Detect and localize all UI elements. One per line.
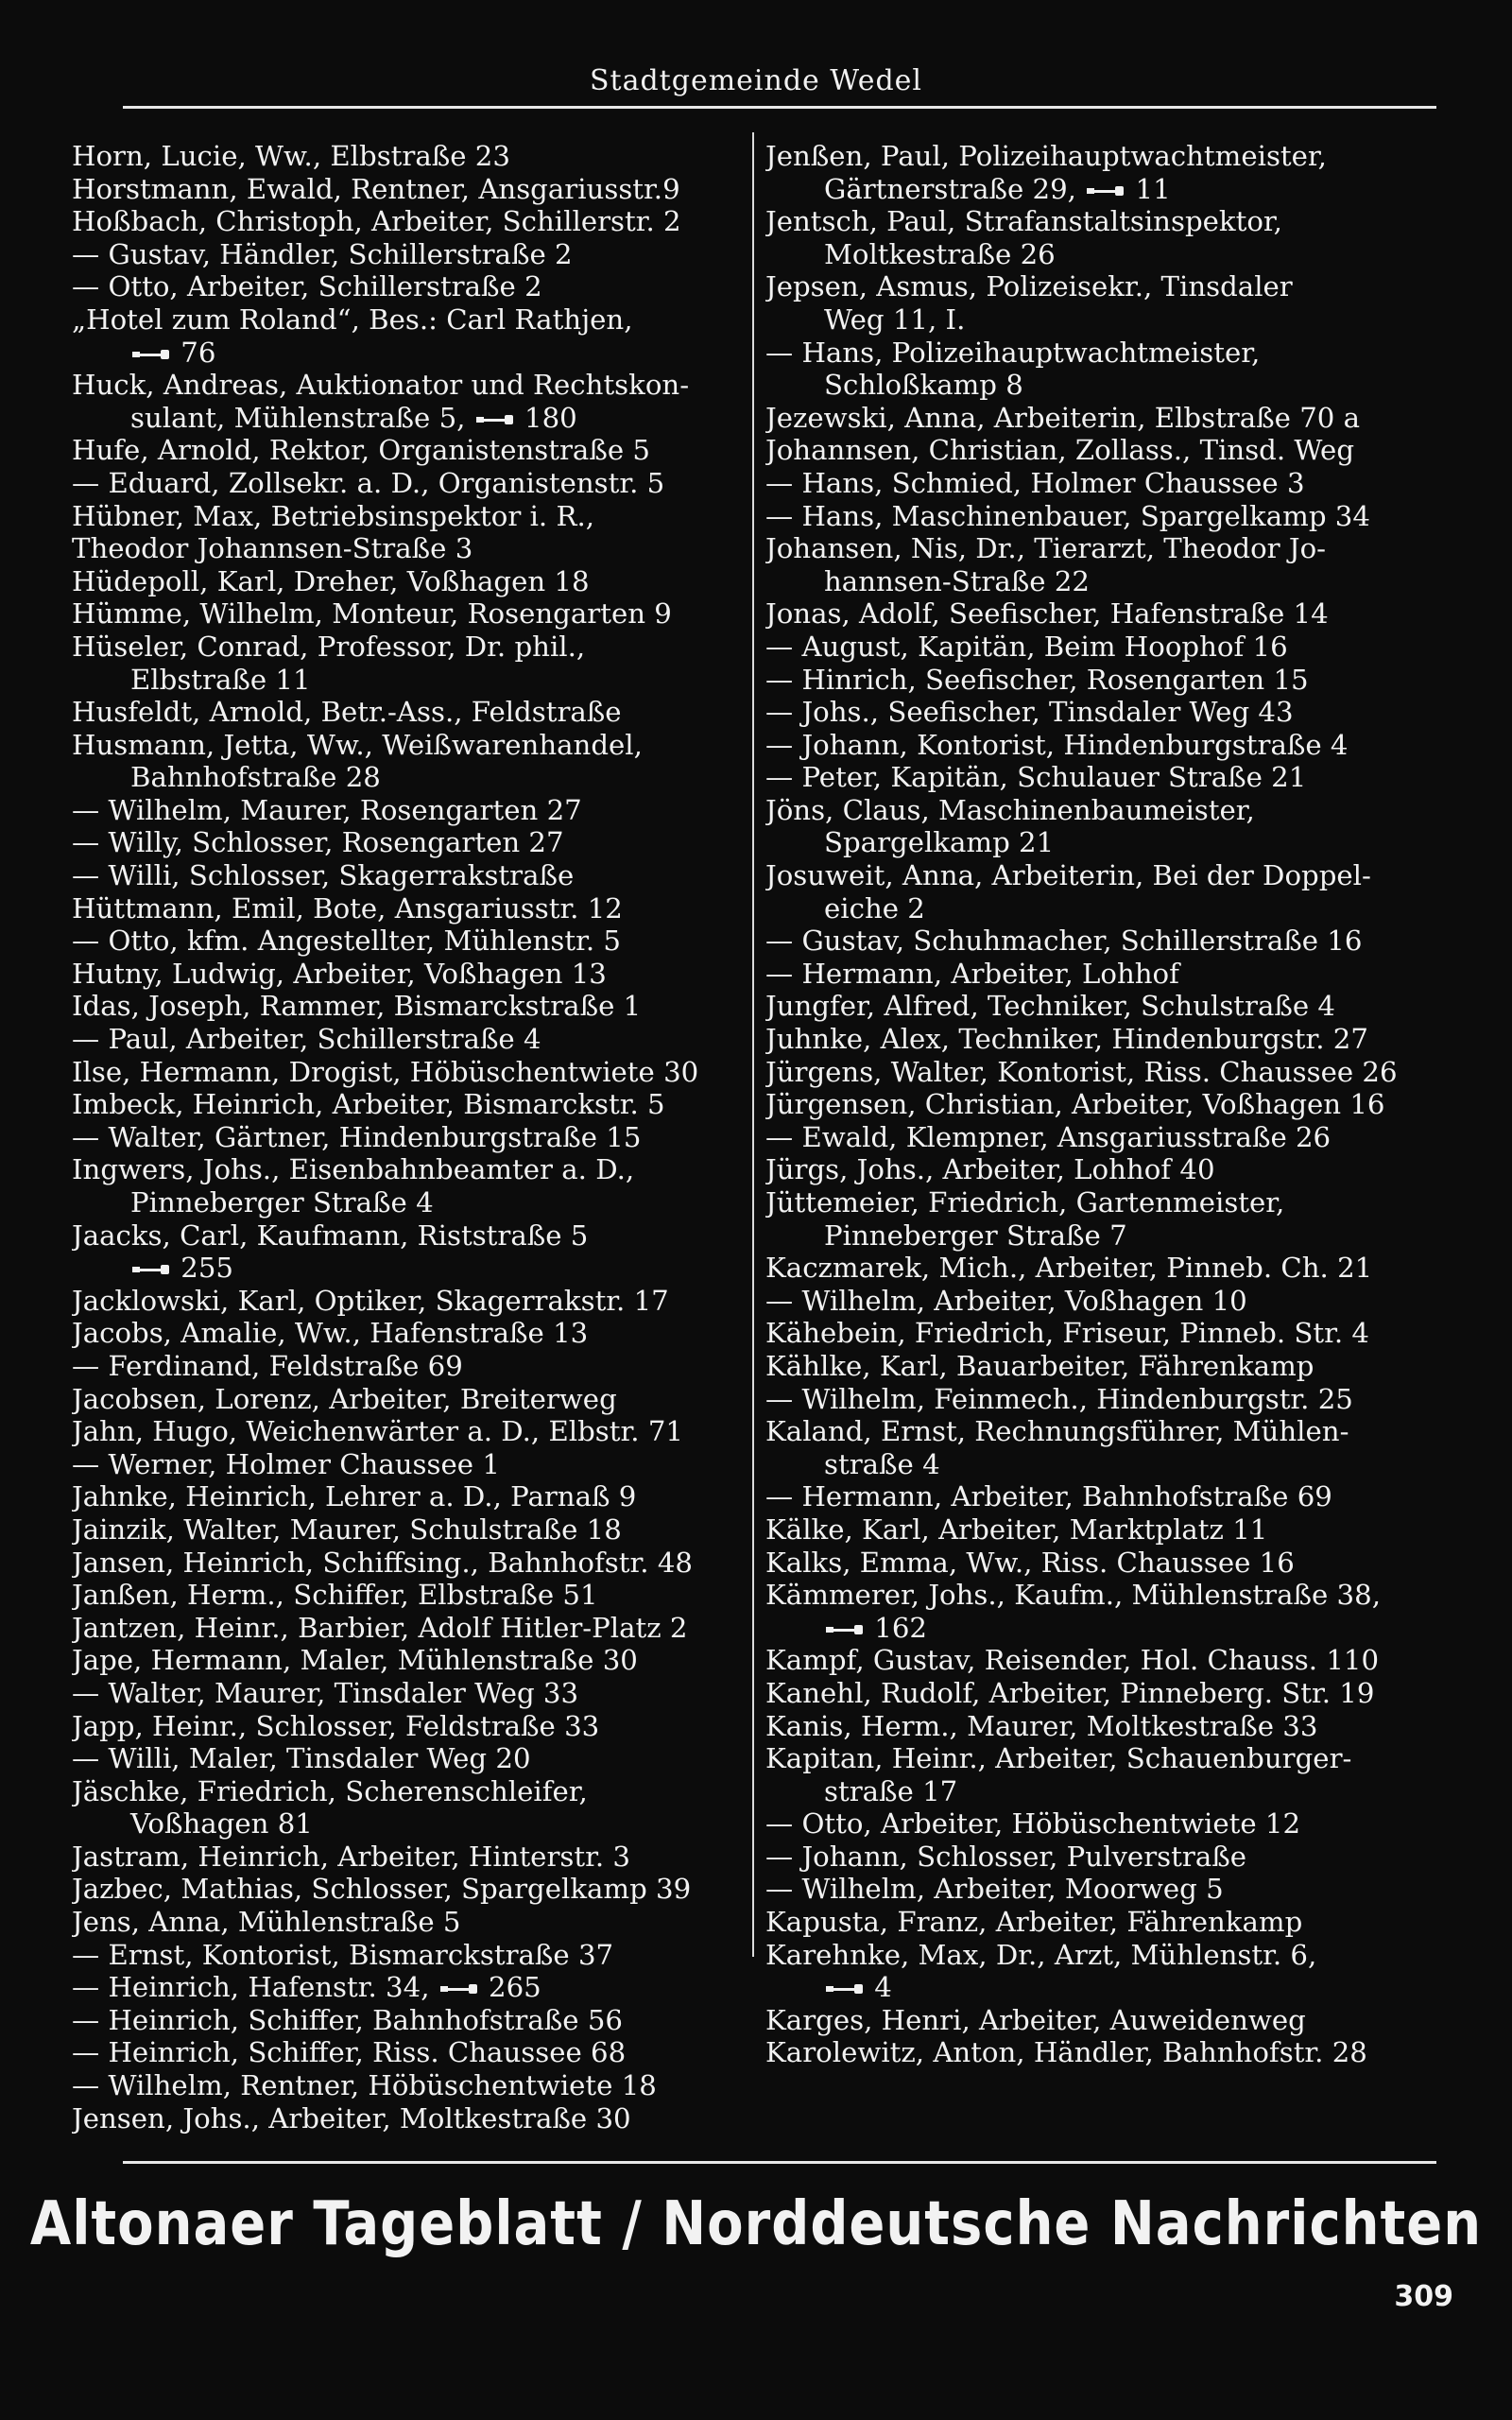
entry-text: Jürgs, Johs., Arbeiter, Lohhof 40 — [765, 1153, 1215, 1186]
entry-text: — Johs., Seefischer, Tinsdaler Weg 43 — [765, 696, 1294, 729]
entry-continuation — [765, 303, 1455, 337]
directory-entry — [72, 1285, 733, 1318]
newspaper-banner: Altonaer Tageblatt / Norddeutsche Nachrichten — [29, 2188, 1483, 2259]
directory-entry — [765, 1056, 1455, 1089]
entry-text: Jürgensen, Christian, Arbeiter, Voßhagen 16 — [765, 1088, 1385, 1121]
directory-entry — [72, 270, 733, 303]
entry-text: Jantzen, Heinr., Barbier, Adolf Hitler-Platz 2 — [72, 1611, 688, 1644]
continuation-text: straße 17 — [824, 1774, 958, 1807]
directory-entry — [765, 2004, 1455, 2037]
continuation-text: Voßhagen 81 — [130, 1807, 313, 1841]
entry-text: Kanehl, Rudolf, Arbeiter, Pinneberg. Str. 19 — [765, 1676, 1375, 1709]
directory-entry — [765, 270, 1455, 336]
directory-entry — [765, 1579, 1455, 1644]
directory-entry — [765, 1513, 1455, 1547]
continuation-text: Gärtnerstraße 29, — [824, 172, 1076, 205]
entry-text: — Ewald, Klempner, Ansgariusstraße 26 — [765, 1120, 1332, 1153]
directory-entry — [72, 1677, 733, 1710]
entry-text: — Heinrich, Hafenstr. 34, — [72, 1971, 430, 2004]
directory-entry — [765, 2036, 1455, 2069]
directory-entry — [72, 467, 733, 500]
telephone-icon — [824, 1623, 866, 1636]
column-divider — [752, 132, 754, 1957]
directory-entry — [72, 1644, 733, 1677]
directory-entry — [765, 664, 1455, 697]
entry-text: Karehnke, Max, Dr., Arzt, Mühlenstr. 6, — [765, 1938, 1317, 1971]
directory-entry — [765, 1153, 1455, 1186]
entry-text: Huck, Andreas, Auktionator und Rechtskon- — [72, 369, 690, 402]
directory-entry — [72, 1873, 733, 1906]
directory-entry — [72, 1547, 733, 1580]
directory-entry — [765, 1710, 1455, 1743]
directory-entry — [765, 1383, 1455, 1416]
entry-text: Hoßbach, Christoph, Arbeiter, Schillerstr. 2 — [72, 205, 681, 238]
directory-entry — [72, 958, 733, 991]
continuation-text: Weg 11, I. — [824, 302, 966, 336]
directory-entry — [765, 1841, 1455, 1874]
directory-entry — [72, 990, 733, 1023]
entry-text: — Ferdinand, Feldstraße 69 — [72, 1349, 463, 1382]
entry-text: Jonas, Adolf, Seefischer, Hafenstraße 14 — [765, 597, 1329, 631]
entry-text: Jepsen, Asmus, Polizeisekr., Tinsdaler — [765, 270, 1293, 303]
directory-entry — [72, 500, 733, 533]
entry-continuation — [765, 1971, 1455, 2004]
entry-text: Jensen, Johs., Arbeiter, Moltkestraße 30 — [72, 2101, 631, 2135]
directory-entry — [72, 1219, 733, 1285]
directory-entry — [72, 859, 733, 892]
entry-continuation — [72, 761, 733, 794]
entry-text: — Gustav, Händler, Schillerstraße 2 — [72, 237, 573, 270]
entry-text: Kapitan, Heinr., Arbeiter, Schauenburger- — [765, 1742, 1352, 1775]
directory-entry — [72, 205, 733, 238]
entry-text: Imbeck, Heinrich, Arbeiter, Bismarckstr. 5 — [72, 1088, 665, 1121]
entry-text: — Wilhelm, Feinmech., Hindenburgstr. 25 — [765, 1382, 1353, 1415]
directory-entry — [72, 1480, 733, 1513]
entry-text: Johansen, Nis, Dr., Tierarzt, Theodor Jo- — [765, 532, 1327, 565]
telephone-icon — [824, 1982, 866, 1996]
directory-entry — [765, 729, 1455, 762]
entry-text: — Hans, Schmied, Holmer Chaussee 3 — [765, 466, 1305, 499]
entry-text: Jahnke, Heinrich, Lehrer a. D., Parnaß 9 — [72, 1480, 637, 1513]
directory-entry — [765, 925, 1455, 958]
directory-entry — [72, 1121, 733, 1154]
continuation-text: Elbstraße 11 — [130, 663, 311, 696]
entry-text: — Wilhelm, Rentner, Höbüschentwiete 18 — [72, 2069, 657, 2102]
directory-entry — [72, 369, 733, 434]
directory-entry — [765, 1088, 1455, 1121]
entry-text: Josuweit, Anna, Arbeiterin, Bei der Doppel- — [765, 859, 1371, 892]
entry-text: Hümme, Wilhelm, Monteur, Rosengarten 9 — [72, 597, 672, 631]
directory-entry — [72, 1579, 733, 1612]
phone-number: 162 — [874, 1611, 927, 1644]
entry-text: — Eduard, Zollsekr. a. D., Organistenstr. 5 — [72, 466, 665, 499]
directory-entry — [765, 467, 1455, 500]
entry-text: Kämmerer, Johs., Kaufm., Mühlenstraße 38, — [765, 1579, 1381, 1612]
continuation-text: Pinneberger Straße 7 — [824, 1219, 1127, 1252]
entry-continuation — [765, 1612, 1455, 1645]
directory-entry — [72, 794, 733, 827]
directory-entry — [765, 1023, 1455, 1056]
entry-text: — Otto, Arbeiter, Schillerstraße 2 — [72, 270, 542, 303]
entry-text: — Hans, Polizeihauptwachtmeister, — [765, 336, 1261, 369]
directory-entry — [765, 1644, 1455, 1677]
directory-entry — [72, 1906, 733, 1939]
entry-text: — Werner, Holmer Chaussee 1 — [72, 1447, 500, 1480]
entry-text: Jentsch, Paul, Strafanstaltsinspektor, — [765, 205, 1282, 238]
directory-entry — [765, 337, 1455, 402]
phone-number: 76 — [180, 336, 216, 369]
entry-text: Kählke, Karl, Bauarbeiter, Fährenkamp — [765, 1349, 1314, 1382]
entry-text: Janßen, Herm., Schiffer, Elbstraße 51 — [72, 1579, 598, 1612]
directory-entry — [72, 303, 733, 369]
telephone-icon — [438, 1982, 480, 1996]
continuation-text: straße 4 — [824, 1447, 940, 1480]
directory-entry — [72, 729, 733, 794]
directory-entry — [72, 1513, 733, 1547]
directory-entry — [765, 1285, 1455, 1318]
entry-text: Hüttmann, Emil, Bote, Ansgariusstr. 12 — [72, 891, 623, 925]
entry-text: — Otto, Arbeiter, Höbüschentwiete 12 — [765, 1807, 1301, 1841]
entry-text: Ilse, Hermann, Drogist, Höbüschentwiete 30 — [72, 1055, 699, 1088]
entry-text: Jahn, Hugo, Weichenwärter a. D., Elbstr. 71 — [72, 1415, 683, 1448]
entry-text: Jüttemeier, Friedrich, Gartenmeister, — [765, 1186, 1285, 1219]
entry-text: — Hermann, Arbeiter, Lohhof — [765, 957, 1179, 990]
entry-text: Hufe, Arnold, Rektor, Organistenstraße 5 — [72, 434, 650, 467]
entry-text: Kähebein, Friedrich, Friseur, Pinneb. Str. 4 — [765, 1317, 1369, 1350]
entry-continuation — [765, 892, 1455, 925]
directory-entry — [765, 1186, 1455, 1252]
entry-text: Jacklowski, Karl, Optiker, Skagerrakstr. 17 — [72, 1284, 669, 1317]
entry-text: Kalks, Emma, Ww., Riss. Chaussee 16 — [765, 1546, 1295, 1579]
entry-text: — Heinrich, Schiffer, Bahnhofstraße 56 — [72, 2003, 623, 2036]
directory-entry — [765, 597, 1455, 631]
directory-entry — [765, 1906, 1455, 1939]
directory-entry — [765, 1317, 1455, 1350]
directory-entry — [72, 1153, 733, 1219]
directory-entry — [72, 1612, 733, 1645]
entry-text: Kapusta, Franz, Arbeiter, Fährenkamp — [765, 1906, 1303, 1939]
entry-continuation — [72, 1807, 733, 1841]
entry-text: — Willi, Schlosser, Skagerrakstraße — [72, 859, 575, 892]
entry-text: Kaland, Ernst, Rechnungsführer, Mühlen- — [765, 1415, 1349, 1448]
entry-continuation — [72, 402, 733, 435]
entry-text: — Hans, Maschinenbauer, Spargelkamp 34 — [765, 499, 1370, 532]
directory-entry — [72, 1383, 733, 1416]
directory-entry — [72, 1350, 733, 1383]
directory-entry — [765, 434, 1455, 467]
directory-entry — [72, 173, 733, 206]
directory-entry — [72, 2069, 733, 2102]
entry-text: Jöns, Claus, Maschinenbaumeister, — [765, 793, 1255, 826]
directory-entry — [72, 1023, 733, 1056]
entry-text: Horstmann, Ewald, Rentner, Ansgariusstr.9 — [72, 172, 680, 205]
entry-text: Jazbec, Mathias, Schlosser, Spargelkamp 39 — [72, 1873, 692, 1906]
entry-text: Jacobsen, Lorenz, Arbeiter, Breiterweg — [72, 1382, 617, 1415]
directory-entry — [765, 1547, 1455, 1580]
directory-entry — [72, 1448, 733, 1481]
directory-entry — [765, 990, 1455, 1023]
directory-entry — [765, 761, 1455, 794]
entry-text: — Willy, Schlosser, Rosengarten 27 — [72, 826, 564, 859]
entry-text: Jürgens, Walter, Kontorist, Riss. Chaussee 26 — [765, 1055, 1398, 1088]
directory-entry — [72, 565, 733, 598]
directory-entry — [765, 1742, 1455, 1807]
entry-text: — Gustav, Schuhmacher, Schillerstraße 16 — [765, 925, 1363, 958]
continuation-text: sulant, Mühlenstraße 5, — [130, 401, 466, 434]
phone-number: 265 — [489, 1971, 541, 2004]
entry-text: Hübner, Max, Betriebsinspektor i. R., — [72, 499, 594, 532]
directory-entry — [72, 925, 733, 958]
directory-entry — [72, 892, 733, 925]
entry-text: — Hinrich, Seefischer, Rosengarten 15 — [765, 663, 1309, 696]
directory-entry — [765, 1415, 1455, 1480]
entry-text: Theodor Johannsen-Straße 3 — [72, 532, 473, 565]
entry-text: — Willi, Maler, Tinsdaler Weg 20 — [72, 1742, 531, 1775]
directory-entry — [72, 1775, 733, 1841]
directory-entry — [765, 205, 1455, 270]
entry-continuation — [72, 337, 733, 370]
directory-entry — [72, 1056, 733, 1089]
phone-number: 11 — [1135, 172, 1171, 205]
directory-entry — [72, 631, 733, 696]
entry-continuation — [72, 664, 733, 697]
directory-entry — [72, 140, 733, 173]
entry-continuation — [72, 1252, 733, 1285]
entry-text: Kampf, Gustav, Reisender, Hol. Chauss. 110 — [765, 1644, 1380, 1677]
directory-entry — [765, 1252, 1455, 1285]
directory-entry — [765, 1939, 1455, 2004]
directory-entry — [72, 2004, 733, 2037]
phone-number: 180 — [524, 401, 577, 434]
entry-text: Karges, Henri, Arbeiter, Auweidenweg — [765, 2003, 1306, 2036]
entry-text: Ingwers, Johs., Eisenbahnbeamter a. D., — [72, 1153, 635, 1186]
entry-text: Husmann, Jetta, Ww., Weißwarenhandel, — [72, 728, 643, 761]
entry-text: Jäschke, Friedrich, Scherenschleifer, — [72, 1774, 588, 1807]
entry-text: — Johann, Schlosser, Pulverstraße — [765, 1840, 1246, 1873]
entry-text: Hutny, Ludwig, Arbeiter, Voßhagen 13 — [72, 957, 607, 990]
directory-entry — [72, 1088, 733, 1121]
entry-text: Jansen, Heinrich, Schiffsing., Bahnhofstr. 48 — [72, 1546, 693, 1579]
entry-text: — Walter, Gärtner, Hindenburgstraße 15 — [72, 1120, 642, 1153]
entry-continuation — [765, 369, 1455, 402]
left-column — [72, 140, 733, 2135]
directory-entry — [72, 597, 733, 631]
entry-text: Husfeldt, Arnold, Betr.-Ass., Feldstraße — [72, 696, 622, 729]
entry-text: Jezewski, Anna, Arbeiterin, Elbstraße 70 a — [765, 401, 1361, 434]
directory-entry — [72, 826, 733, 859]
directory-entry — [72, 238, 733, 271]
entry-text: Hüdepoll, Karl, Dreher, Voßhagen 18 — [72, 564, 590, 597]
entry-continuation — [72, 1186, 733, 1219]
continuation-text: eiche 2 — [824, 891, 925, 925]
entry-text: — Heinrich, Schiffer, Riss. Chaussee 68 — [72, 2036, 627, 2069]
directory-entry — [765, 1807, 1455, 1841]
entry-text: Johannsen, Christian, Zollass., Tinsd. Weg — [765, 434, 1354, 467]
telephone-icon — [130, 348, 172, 361]
entry-text: Jenßen, Paul, Polizeihauptwachtmeister, — [765, 140, 1327, 172]
directory-entry — [72, 1742, 733, 1775]
continuation-text: hannsen-Straße 22 — [824, 564, 1090, 597]
entry-continuation — [765, 826, 1455, 859]
directory-entry — [765, 500, 1455, 533]
directory-entry — [765, 794, 1455, 859]
directory-entry — [765, 402, 1455, 435]
phone-number: 4 — [874, 1971, 892, 2004]
continuation-text: Pinneberger Straße 4 — [130, 1186, 434, 1219]
entry-text: — Johann, Kontorist, Hindenburgstraße 4 — [765, 728, 1349, 761]
entry-text: Jens, Anna, Mühlenstraße 5 — [72, 1906, 461, 1939]
entry-text: — Paul, Arbeiter, Schillerstraße 4 — [72, 1023, 541, 1056]
entry-continuation — [765, 1775, 1455, 1808]
entry-text: Idas, Joseph, Rammer, Bismarckstraße 1 — [72, 990, 642, 1023]
directory-entry — [72, 1710, 733, 1743]
directory-entry — [765, 958, 1455, 991]
entry-text: Hüseler, Conrad, Professor, Dr. phil., — [72, 630, 586, 663]
right-column — [765, 140, 1455, 2069]
directory-entry — [765, 1677, 1455, 1710]
continuation-text: Bahnhofstraße 28 — [130, 761, 381, 794]
directory-entry — [72, 696, 733, 729]
entry-text: Kaczmarek, Mich., Arbeiter, Pinneb. Ch. 21 — [765, 1252, 1373, 1285]
continuation-text: Moltkestraße 26 — [824, 237, 1056, 270]
directory-entry — [765, 1350, 1455, 1383]
directory-entry — [765, 140, 1455, 205]
entry-text: Horn, Lucie, Ww., Elbstraße 23 — [72, 140, 510, 172]
entry-text: Kanis, Herm., Maurer, Moltkestraße 33 — [765, 1709, 1318, 1742]
entry-continuation — [765, 238, 1455, 271]
entry-text: Kälke, Karl, Arbeiter, Marktplatz 11 — [765, 1512, 1268, 1546]
continuation-text: Schloßkamp 8 — [824, 369, 1023, 402]
directory-entry — [765, 532, 1455, 597]
page-header-title: Stadtgemeinde Wedel — [589, 64, 923, 97]
entry-text: — Peter, Kapitän, Schulauer Straße 21 — [765, 761, 1307, 794]
entry-continuation — [765, 1448, 1455, 1481]
directory-entry — [72, 1939, 733, 1972]
header-rule — [123, 106, 1436, 109]
entry-text: Jungfer, Alfred, Techniker, Schulstraße 4 — [765, 990, 1336, 1023]
entry-text: — Otto, kfm. Angestellter, Mühlenstr. 5 — [72, 925, 621, 958]
entry-text: „Hotel zum Roland“, Bes.: Carl Rathjen, — [72, 302, 633, 336]
directory-entry — [765, 859, 1455, 925]
phone-number: 255 — [180, 1252, 233, 1285]
directory-entry — [765, 631, 1455, 664]
directory-entry — [72, 532, 733, 565]
footer-rule — [123, 2161, 1436, 2164]
entry-text: — Ernst, Kontorist, Bismarckstraße 37 — [72, 1938, 614, 1971]
directory-entry — [72, 1971, 733, 2004]
entry-text: — Hermann, Arbeiter, Bahnhofstraße 69 — [765, 1480, 1332, 1513]
entry-text: — Wilhelm, Arbeiter, Voßhagen 10 — [765, 1284, 1247, 1317]
directory-entry — [765, 1480, 1455, 1513]
continuation-text: Spargelkamp 21 — [824, 826, 1055, 859]
directory-entry — [72, 1317, 733, 1350]
entry-text: Juhnke, Alex, Techniker, Hindenburgstr. 27 — [765, 1023, 1368, 1056]
entry-text: — August, Kapitän, Beim Hoophof 16 — [765, 630, 1288, 663]
directory-entry — [72, 1415, 733, 1448]
entry-continuation — [765, 565, 1455, 598]
directory-entry — [72, 434, 733, 467]
entry-text: Jastram, Heinrich, Arbeiter, Hinterstr. 3 — [72, 1840, 630, 1873]
page-number: 309 — [1394, 2280, 1453, 2313]
directory-entry — [72, 1841, 733, 1874]
telephone-icon — [130, 1263, 172, 1276]
telephone-icon — [474, 413, 516, 426]
telephone-icon — [1085, 184, 1126, 198]
entry-text: — Wilhelm, Arbeiter, Moorweg 5 — [765, 1873, 1224, 1906]
entry-text: — Wilhelm, Maurer, Rosengarten 27 — [72, 793, 582, 826]
entry-text: Jainzik, Walter, Maurer, Schulstraße 18 — [72, 1512, 622, 1546]
entry-text: Japp, Heinr., Schlosser, Feldstraße 33 — [72, 1709, 600, 1742]
entry-text: — Walter, Maurer, Tinsdaler Weg 33 — [72, 1676, 579, 1709]
entry-text: Jaacks, Carl, Kaufmann, Riststraße 5 — [72, 1219, 589, 1252]
entry-text: Jape, Hermann, Maler, Mühlenstraße 30 — [72, 1644, 638, 1677]
entry-continuation — [765, 1219, 1455, 1253]
directory-entry — [765, 696, 1455, 729]
entry-text: Karolewitz, Anton, Händler, Bahnhofstr. 28 — [765, 2036, 1367, 2069]
directory-entry — [765, 1873, 1455, 1906]
entry-continuation — [765, 173, 1455, 206]
directory-entry — [72, 2036, 733, 2069]
entry-text: Jacobs, Amalie, Ww., Hafenstraße 13 — [72, 1317, 589, 1350]
directory-entry — [72, 2102, 733, 2135]
directory-entry — [765, 1121, 1455, 1154]
